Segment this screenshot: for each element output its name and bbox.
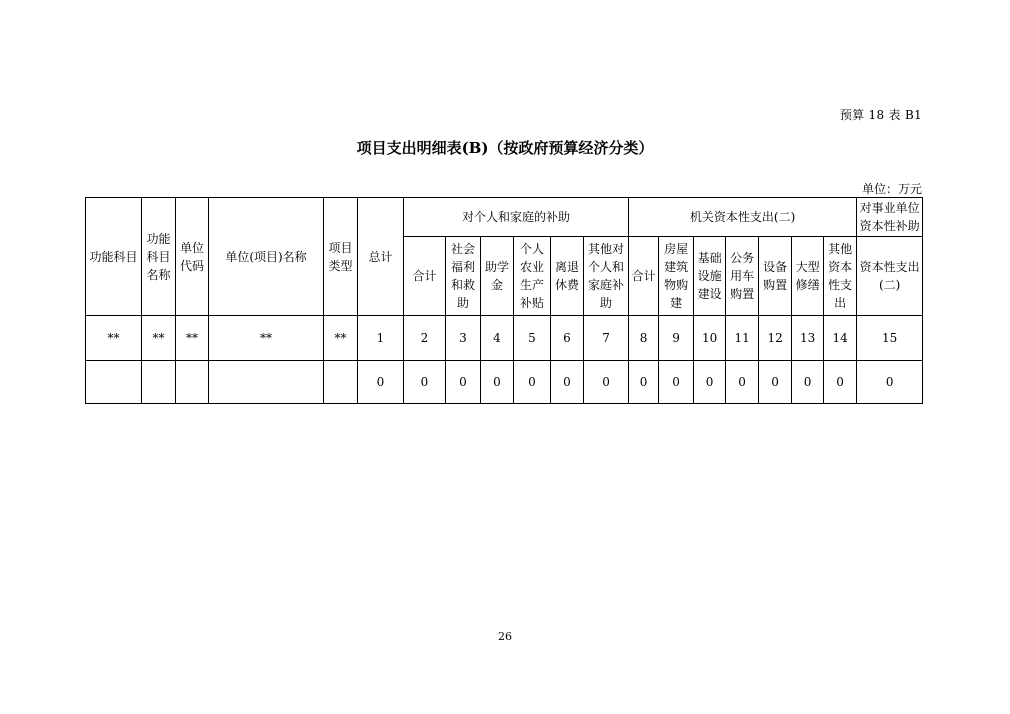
group-capital-expense: 机关资本性支出(二) xyxy=(629,198,857,237)
sub-col-capital-5: 设备 购置 xyxy=(759,237,792,316)
unit-label: 单位：万元 xyxy=(861,182,922,196)
data-cell: 0 xyxy=(726,361,759,404)
data-cell: 0 xyxy=(629,361,659,404)
col-project-type: 项目 类型 xyxy=(324,198,358,316)
sub-col-capital-1: 合计 xyxy=(629,237,659,316)
sub-col-individual-2: 社会 福利 和救 助 xyxy=(446,237,481,316)
index-cell: ** xyxy=(86,316,142,361)
index-cell: 11 xyxy=(726,316,759,361)
index-cell: 8 xyxy=(629,316,659,361)
data-cell: 0 xyxy=(792,361,824,404)
index-cell: 3 xyxy=(446,316,481,361)
sub-col-capital-2: 房屋 建筑 物购 建 xyxy=(659,237,694,316)
data-cell: 0 xyxy=(446,361,481,404)
index-cell: ** xyxy=(324,316,358,361)
header-row-group xyxy=(86,198,923,237)
data-cell: 0 xyxy=(659,361,694,404)
index-cell: 15 xyxy=(857,316,923,361)
index-row xyxy=(86,316,923,361)
col-total: 总计 xyxy=(358,198,404,316)
index-cell: 2 xyxy=(404,316,446,361)
index-cell: 14 xyxy=(824,316,857,361)
page-number: 26 xyxy=(498,630,512,643)
index-cell: 7 xyxy=(584,316,629,361)
col-unit-code: 单位 代码 xyxy=(176,198,209,316)
index-cell: ** xyxy=(142,316,176,361)
page-title: 项目支出明细表(B)（按政府预算经济分类） xyxy=(356,139,654,157)
sub-col-capital-7: 其他 资本 性支 出 xyxy=(824,237,857,316)
form-code: 预算 18 表 B1 xyxy=(839,108,922,122)
data-cell: 0 xyxy=(824,361,857,404)
index-cell: ** xyxy=(209,316,324,361)
data-cell: 0 xyxy=(551,361,584,404)
sub-col-capital-6: 大型 修缮 xyxy=(792,237,824,316)
data-cell: 0 xyxy=(358,361,404,404)
index-cell: 9 xyxy=(659,316,694,361)
sub-col-individual-4: 个人 农业 生产 补贴 xyxy=(514,237,551,316)
index-cell: 5 xyxy=(514,316,551,361)
data-cell: 0 xyxy=(481,361,514,404)
data-row xyxy=(86,361,923,404)
data-cell xyxy=(176,361,209,404)
index-cell: 10 xyxy=(694,316,726,361)
data-cell: 0 xyxy=(584,361,629,404)
col-function-subject: 功能科目 xyxy=(86,198,142,316)
sub-col-individual-3: 助学 金 xyxy=(481,237,514,316)
sub-col-capital-3: 基础 设施 建设 xyxy=(694,237,726,316)
index-cell: ** xyxy=(176,316,209,361)
data-cell xyxy=(86,361,142,404)
expense-detail-table xyxy=(85,197,923,404)
index-cell: 12 xyxy=(759,316,792,361)
data-cell: 0 xyxy=(404,361,446,404)
sub-col-individual-1: 合计 xyxy=(404,237,446,316)
index-cell: 1 xyxy=(358,316,404,361)
data-cell xyxy=(142,361,176,404)
data-cell: 0 xyxy=(759,361,792,404)
group-individual-subsidy: 对个人和家庭的补助 xyxy=(404,198,629,237)
data-cell xyxy=(324,361,358,404)
col-function-subject-name: 功能 科目 名称 xyxy=(142,198,176,316)
index-cell: 6 xyxy=(551,316,584,361)
data-cell: 0 xyxy=(857,361,923,404)
sub-col-individual-5: 离退 休费 xyxy=(551,237,584,316)
group-public-institution-subsidy: 对事业单位 资本性补助 xyxy=(857,198,923,237)
sub-col-public-inst-capital: 资本性支出 (二) xyxy=(857,237,923,316)
data-cell: 0 xyxy=(514,361,551,404)
index-cell: 13 xyxy=(792,316,824,361)
sub-col-capital-4: 公务 用车 购置 xyxy=(726,237,759,316)
data-cell: 0 xyxy=(694,361,726,404)
index-cell: 4 xyxy=(481,316,514,361)
sub-col-individual-6: 其他对 个人和 家庭补 助 xyxy=(584,237,629,316)
data-cell xyxy=(209,361,324,404)
col-unit-name: 单位(项目)名称 xyxy=(209,198,324,316)
